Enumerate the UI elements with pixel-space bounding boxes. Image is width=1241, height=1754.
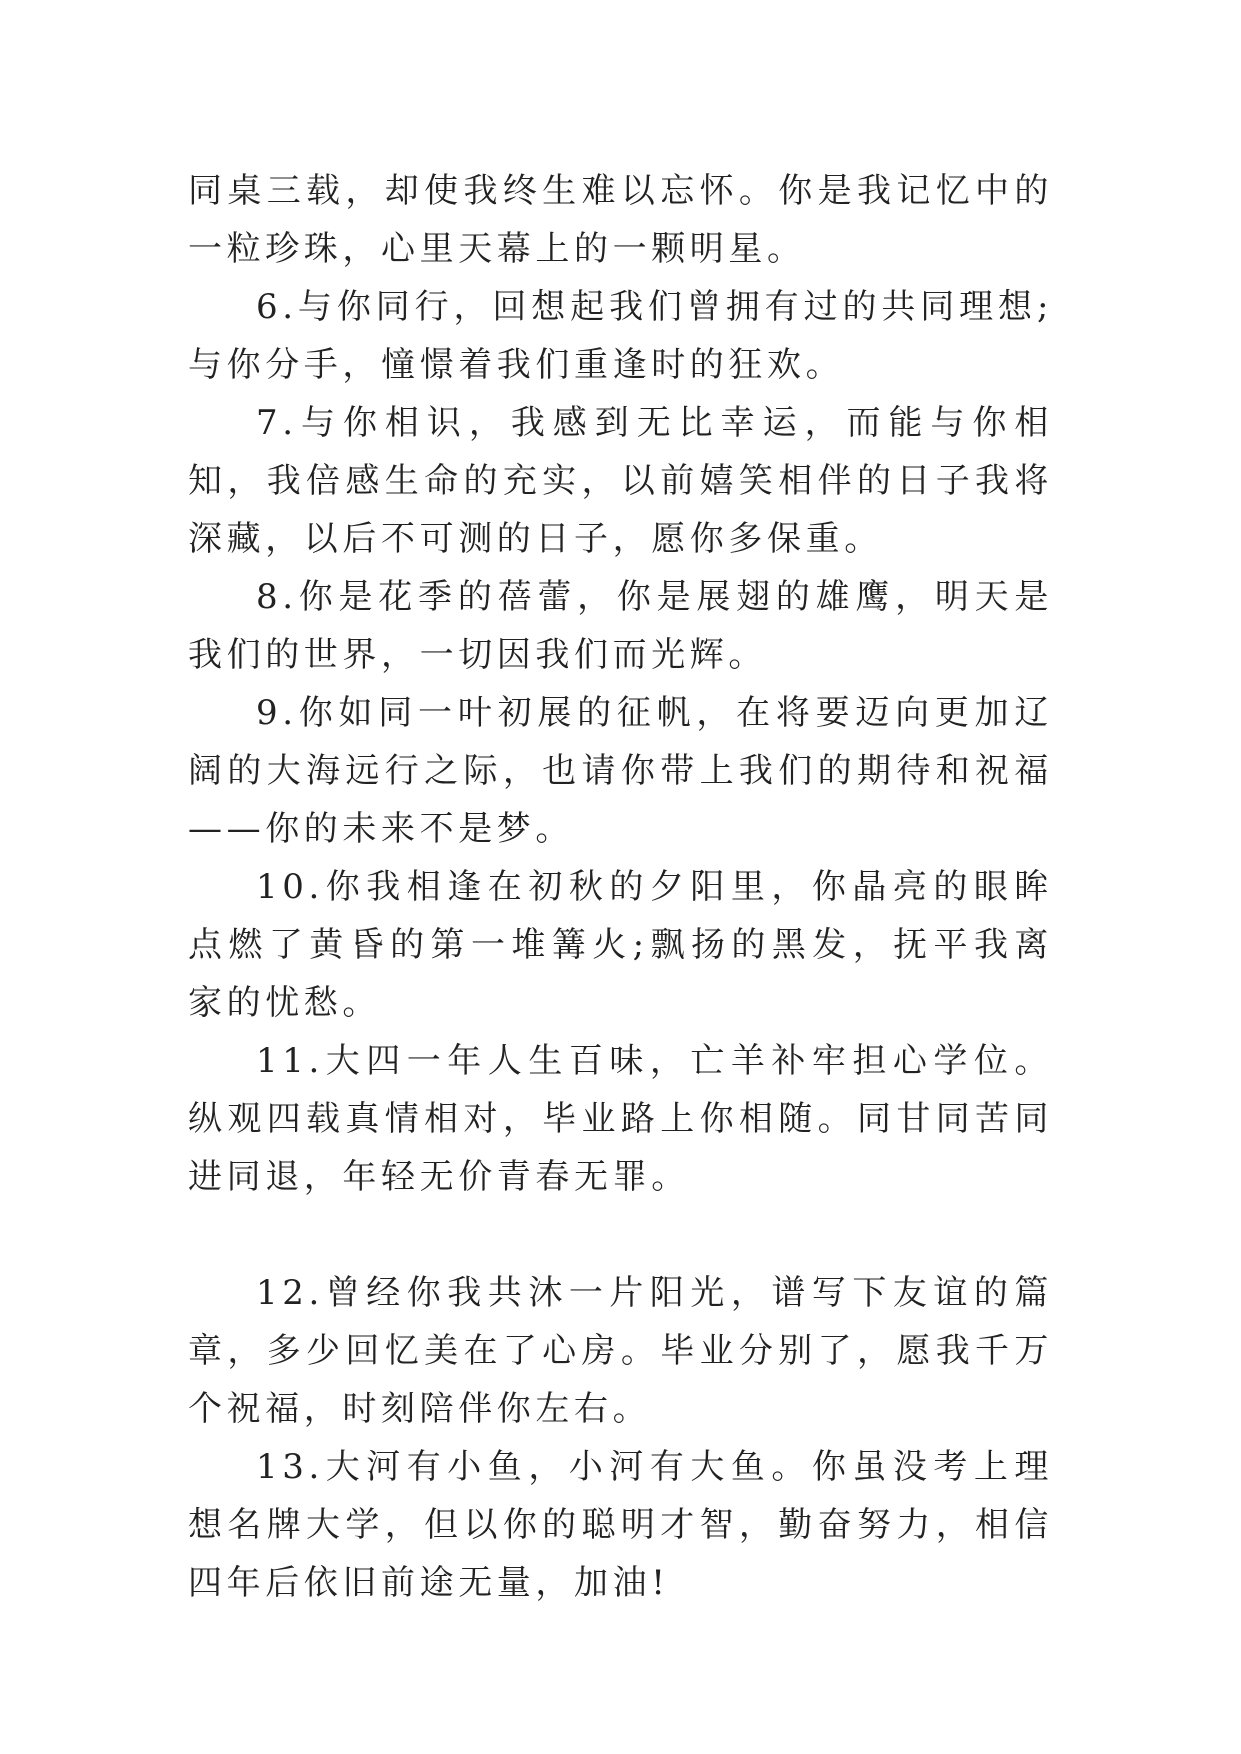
paragraph-item-8: 8.你是花季的蓓蕾，你是展翅的雄鹰，明天是我们的世界，一切因我们而光辉。 <box>188 577 1053 675</box>
document-body <box>188 162 1053 1612</box>
paragraph-item-9: 9.你如同一叶初展的征帆，在将要迈向更加辽阔的大海远行之际，也请你带上我们的期待和祝福——你的未来不是梦。 <box>188 693 1053 849</box>
paragraph-spacer <box>188 1206 1053 1264</box>
paragraph-item-13: 13.大河有小鱼，小河有大鱼。你虽没考上理想名牌大学，但以你的聪明才智，勤奋努力，相信四年后依旧前途无量，加油! <box>188 1447 1053 1603</box>
paragraph-item-12: 12.曾经你我共沐一片阳光，谱写下友谊的篇章，多少回忆美在了心房。毕业分别了，愿我千万个祝福，时刻陪伴你左右。 <box>188 1273 1053 1429</box>
paragraph-item-6: 6.与你同行，回想起我们曾拥有过的共同理想;与你分手，憧憬着我们重逢时的狂欢。 <box>188 287 1053 385</box>
paragraph-item-10: 10.你我相逢在初秋的夕阳里，你晶亮的眼眸点燃了黄昏的第一堆篝火;飘扬的黑发，抚平我离家的忧愁。 <box>188 867 1053 1023</box>
paragraph-item-7: 7.与你相识，我感到无比幸运，而能与你相知，我倍感生命的充实，以前嬉笑相伴的日子我将深藏，以后不可测的日子，愿你多保重。 <box>188 403 1053 559</box>
paragraph-item-11: 11.大四一年人生百味，亡羊补牢担心学位。纵观四载真情相对，毕业路上你相随。同甘同苦同进同退，年轻无价青春无罪。 <box>188 1041 1053 1197</box>
paragraph-continuation: 同桌三载，却使我终生难以忘怀。你是我记忆中的一粒珍珠，心里天幕上的一颗明星。 <box>188 171 1053 269</box>
